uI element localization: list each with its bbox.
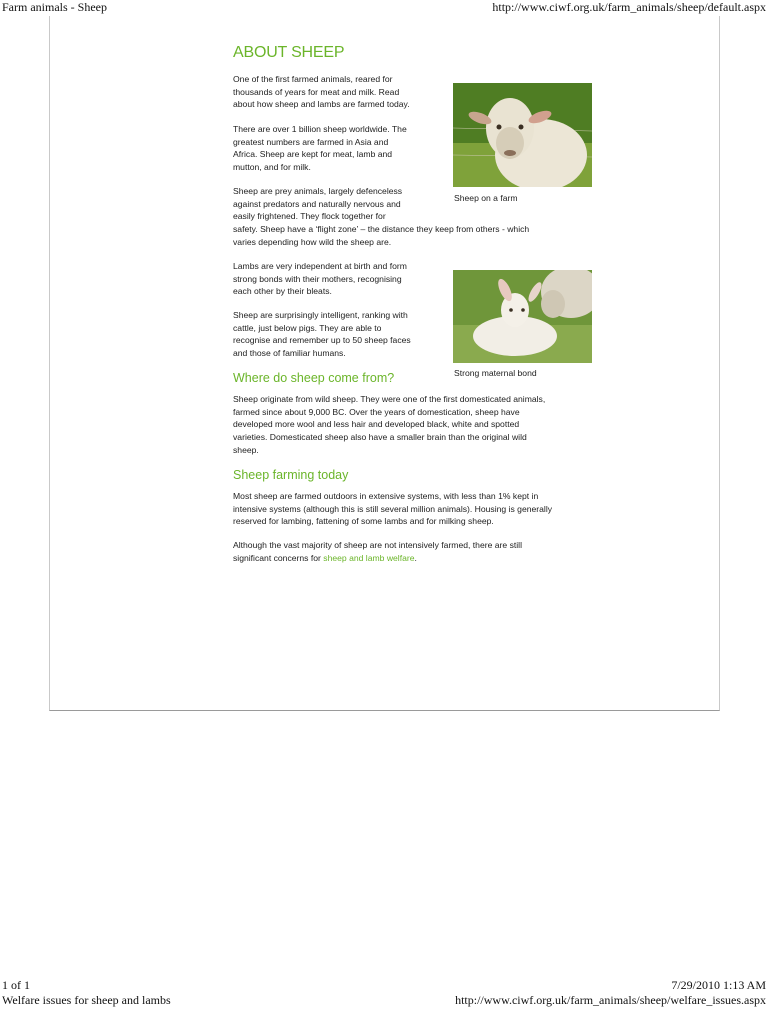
sheep-welfare-link[interactable]: sheep and lamb welfare	[323, 552, 415, 563]
next-page-url: http://www.ciwf.org.uk/farm_animals/sheep/welfare_issues.aspx	[455, 993, 766, 1007]
origin-heading: Where do sheep come from?	[233, 371, 395, 385]
print-page-count: 1 of 1	[2, 978, 30, 992]
concern-paragraph: Although the vast majority of sheep are not intensively farmed, there are still significant concerns for sheep and lamb welfare.	[233, 540, 522, 563]
lamb-photo	[453, 270, 592, 363]
sheep-illustration	[453, 83, 592, 187]
farming-heading: Sheep farming today	[233, 468, 349, 482]
population-paragraph: There are over 1 billion sheep worldwide. The greatest numbers are farmed in Asia and Africa. Sheep are kept for meat, lamb and mutton, and for milk.	[233, 124, 407, 173]
sheep-photo	[453, 83, 592, 187]
sheep-photo-caption: Sheep on a farm	[454, 193, 518, 203]
farming-paragraph: Most sheep are farmed outdoors in extensive systems, with less than 1% kept in intensive systems (although this is still several million animals). Housing is generally reserved for lambing, fattening of some lambs and for milking sheep.	[233, 491, 553, 527]
lambs-paragraph: Lambs are very independent at birth and form strong bonds with their mothers, recognising each other by their bleats.	[233, 261, 407, 297]
lamb-photo-caption: Strong maternal bond	[454, 368, 537, 378]
prey-paragraph: Sheep are prey animals, largely defenceless against predators and naturally nervous and easily frightened. They flock together for safety. Sheep have a ‘flight zone’ – the distance they keep from others - which varies depending how wild the sheep are.	[233, 186, 530, 247]
print-timestamp: 7/29/2010 1:13 AM	[671, 978, 766, 992]
intelligence-paragraph: Sheep are surprisingly intelligent, ranking with cattle, just below pigs. They are able to recognise and remember up to 50 sheep faces and those of familiar humans.	[233, 310, 411, 359]
print-header-url: http://www.ciwf.org.uk/farm_animals/sheep/default.aspx	[492, 0, 766, 14]
page-frame	[49, 16, 720, 711]
print-header-title: Farm animals - Sheep	[2, 0, 107, 14]
intro-paragraph: One of the first farmed animals, reared for thousands of years for meat and milk. Read about how sheep and lambs are farmed today.	[233, 74, 410, 110]
origin-paragraph: Sheep originate from wild sheep. They were one of the first domesticated animals, farmed since about 9,000 BC. Over the years of domestication, sheep have developed more wool and less hair and developed black, white and spotted varieties. Domesticated sheep also have a smaller brain than the original wild sheep.	[233, 394, 546, 455]
lamb-illustration	[453, 270, 592, 363]
page-title: ABOUT SHEEP	[233, 44, 345, 61]
next-page-title: Welfare issues for sheep and lambs	[2, 993, 171, 1007]
